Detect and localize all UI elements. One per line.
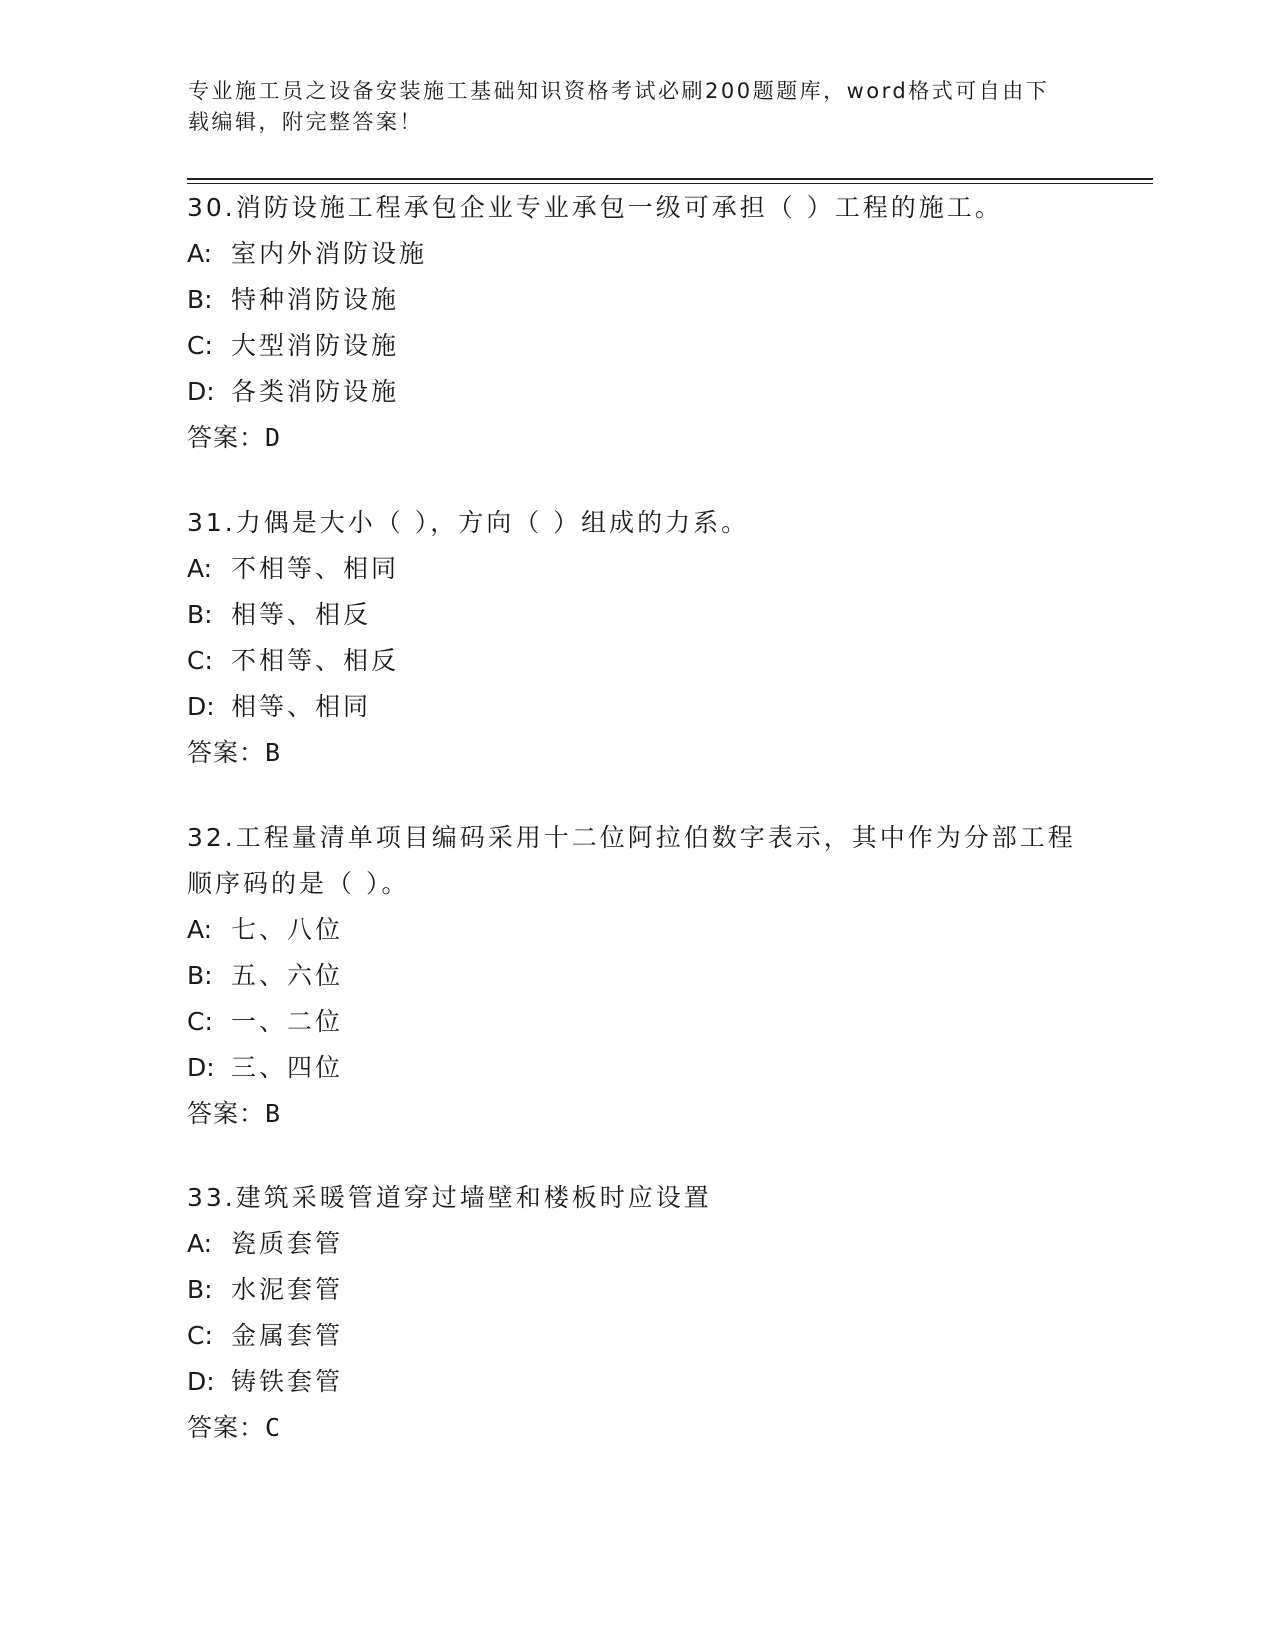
option-c	[187, 323, 1087, 369]
option-a	[187, 546, 1087, 592]
option-c	[187, 638, 1087, 684]
option-text: 不相等、相反	[231, 646, 400, 675]
option-letter: B:	[187, 600, 213, 629]
option-letter: A:	[187, 554, 213, 583]
option-b	[187, 277, 1087, 323]
question-stem: 30.消防设施工程承包企业专业承包一级可承担（ ）工程的施工。	[187, 193, 1003, 222]
option-text: 各类消防设施	[231, 377, 400, 406]
answer-label: 答案：	[187, 1413, 266, 1442]
answer-line	[187, 415, 1087, 461]
option-text: 金属套管	[231, 1321, 344, 1350]
option-letter: D:	[187, 1053, 215, 1082]
header-divider-thin	[187, 183, 1153, 184]
option-text: 五、六位	[231, 961, 344, 990]
option-text: 七、八位	[231, 915, 344, 944]
option-text: 铸铁套管	[231, 1367, 344, 1396]
option-b	[187, 953, 1087, 999]
option-c	[187, 999, 1087, 1045]
answer-value: B	[265, 738, 282, 767]
answer-value: C	[265, 1413, 282, 1442]
option-d	[187, 1359, 1087, 1405]
header-divider-thick	[187, 178, 1153, 180]
question-stem: 32.工程量清单项目编码采用十二位阿拉伯数字表示，其中作为分部工程顺序码的是（ ）。	[187, 823, 1076, 898]
question-stem: 33.建筑采暖管道穿过墙壁和楼板时应设置	[187, 1183, 712, 1212]
option-letter: A:	[187, 915, 213, 944]
option-letter: D:	[187, 377, 215, 406]
option-letter: B:	[187, 285, 213, 314]
option-letter: A:	[187, 239, 213, 268]
option-letter: C:	[187, 1007, 213, 1036]
option-b	[187, 1267, 1087, 1313]
option-letter: C:	[187, 646, 213, 675]
option-text: 大型消防设施	[231, 331, 400, 360]
answer-value: B	[265, 1099, 282, 1128]
question-31	[187, 500, 1087, 776]
document-header	[188, 76, 1068, 138]
option-d	[187, 684, 1087, 730]
option-text: 室内外消防设施	[231, 239, 428, 268]
option-letter: D:	[187, 692, 215, 721]
answer-label: 答案：	[187, 423, 266, 452]
option-a	[187, 1221, 1087, 1267]
answer-line	[187, 730, 1087, 776]
option-b	[187, 592, 1087, 638]
option-text: 瓷质套管	[231, 1229, 344, 1258]
option-letter: A:	[187, 1229, 213, 1258]
document-title: 专业施工员之设备安装施工基础知识资格考试必刷200题题库，word格式可自由下载编辑，附完整答案！	[188, 79, 1050, 134]
option-d	[187, 369, 1087, 415]
option-c	[187, 1313, 1087, 1359]
question-30	[187, 185, 1087, 461]
question-stem: 31.力偶是大小（ ），方向（ ）组成的力系。	[187, 508, 750, 537]
answer-label: 答案：	[187, 738, 266, 767]
question-33	[187, 1175, 1087, 1451]
option-letter: B:	[187, 1275, 213, 1304]
option-d	[187, 1045, 1087, 1091]
option-text: 不相等、相同	[231, 554, 400, 583]
option-letter: D:	[187, 1367, 215, 1396]
option-text: 水泥套管	[231, 1275, 344, 1304]
option-text: 相等、相反	[231, 600, 372, 629]
option-text: 相等、相同	[231, 692, 372, 721]
option-text: 三、四位	[231, 1053, 344, 1082]
answer-line	[187, 1091, 1087, 1137]
option-text: 一、二位	[231, 1007, 344, 1036]
answer-line	[187, 1405, 1087, 1451]
option-a	[187, 231, 1087, 277]
option-letter: C:	[187, 1321, 213, 1350]
answer-value: D	[265, 423, 282, 452]
option-letter: B:	[187, 961, 213, 990]
option-text: 特种消防设施	[231, 285, 400, 314]
option-letter: C:	[187, 331, 213, 360]
answer-label: 答案：	[187, 1099, 266, 1128]
option-a	[187, 907, 1087, 953]
question-32	[187, 815, 1087, 1137]
